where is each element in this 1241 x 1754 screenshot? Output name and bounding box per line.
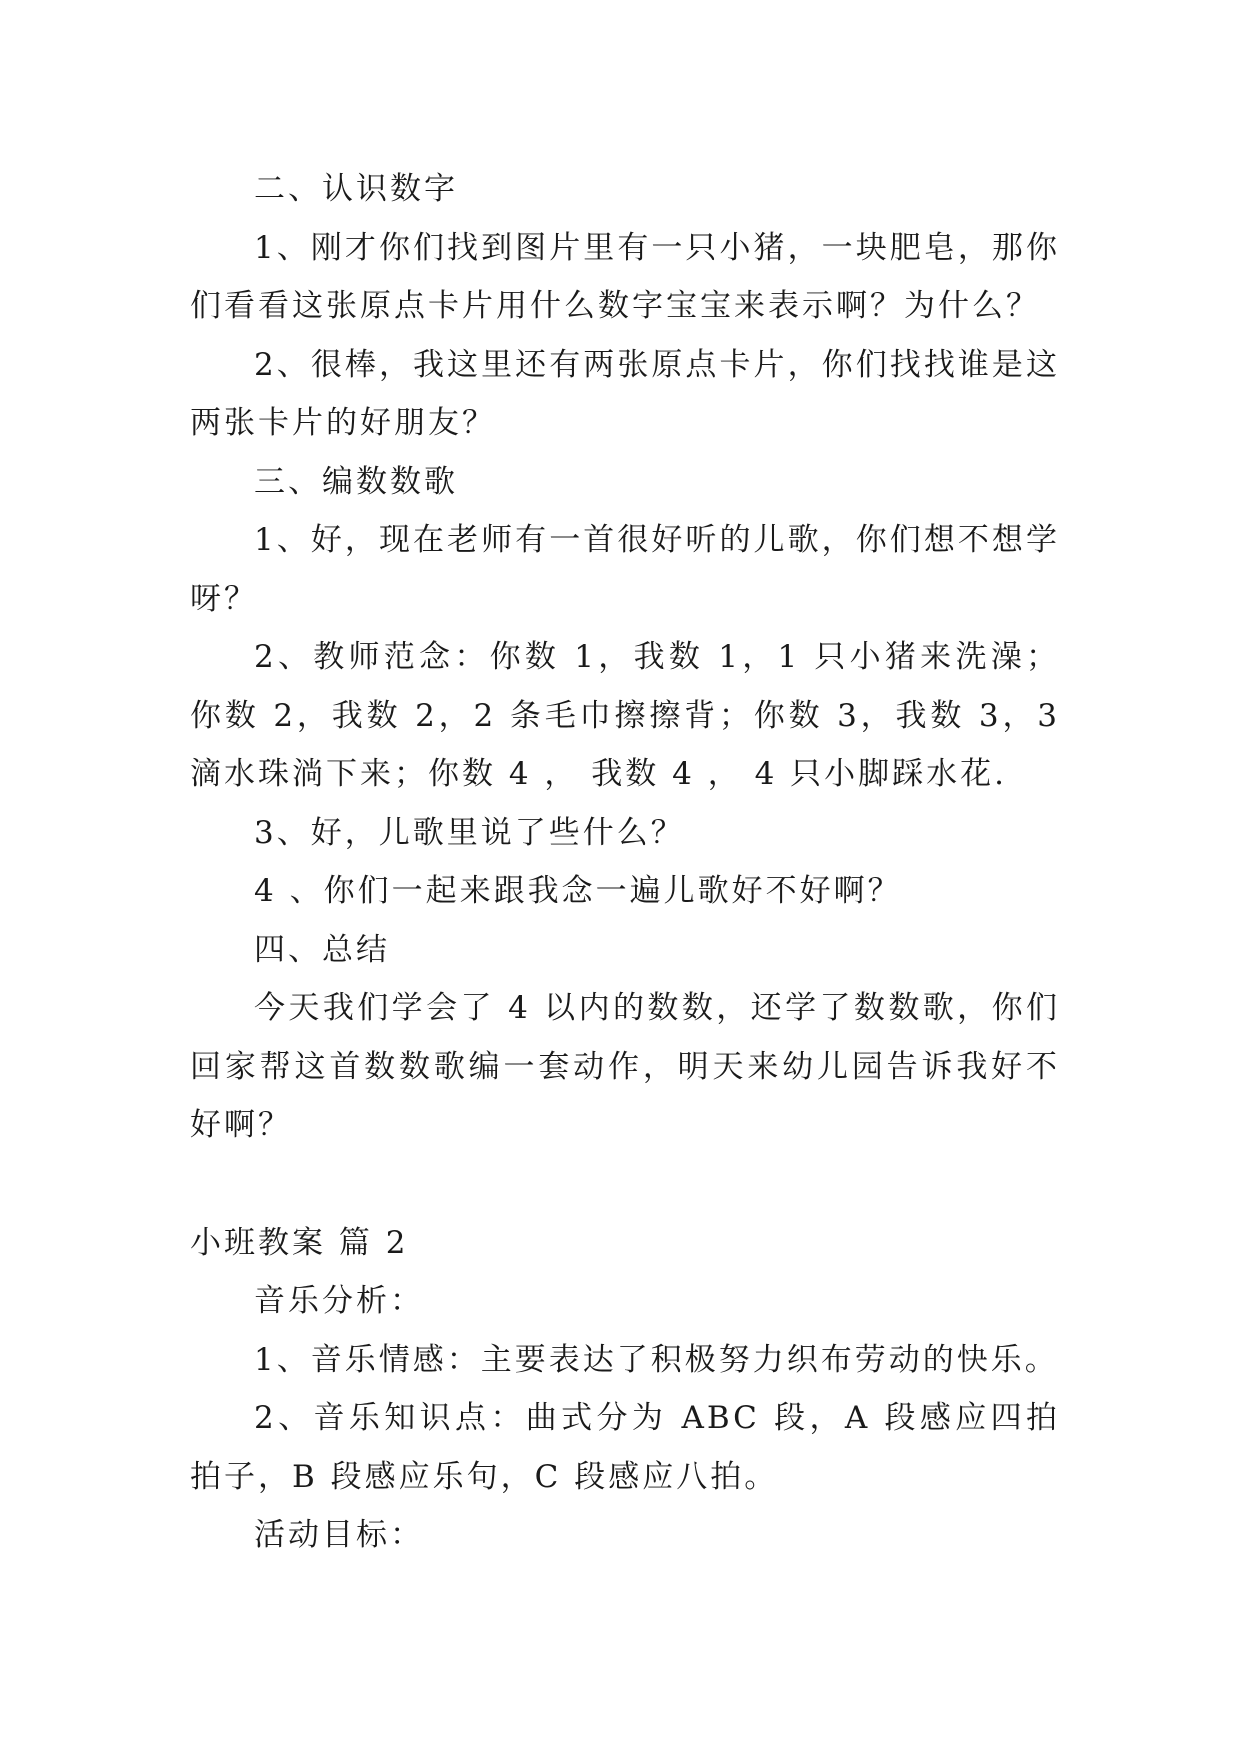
paragraph: 2、很棒，我这里还有两张原点卡片，你们找找谁是这两张卡片的好朋友？	[190, 346, 1060, 441]
heading-music-analysis: 音乐分析：	[254, 1283, 424, 1319]
heading-recognize-numbers: 二、认识数字	[254, 171, 458, 207]
heading-summary: 四、总结	[254, 931, 390, 968]
document-body	[190, 160, 1060, 1565]
heading-activity-goals: 活动目标：	[254, 1517, 424, 1553]
paragraph: 今天我们学会了 4 以内的数数，还学了数数歌，你们回家帮这首数数歌编一套动作，明天来幼儿园告诉我好不好啊？	[190, 990, 1060, 1143]
paragraph: 4 、你们一起来跟我念一遍儿歌好不好啊？	[254, 873, 902, 909]
paragraph: 1、好，现在老师有一首很好听的儿歌，你们想不想学呀？	[190, 522, 1060, 617]
paragraph: 3、好，儿歌里说了些什么？	[254, 814, 685, 851]
paragraph: 1、刚才你们找到图片里有一只小猪，一块肥皂，那你们看看这张原点卡片用什么数字宝宝来表示啊？为什么？	[190, 229, 1060, 324]
paragraph: 2、教师范念：你数 1，我数 1，1 只小猪来洗澡；你数 2，我数 2，2 条毛巾擦擦背；你数 3，我数 3，3 滴水珠淌下来；你数 4 ， 我数 4 ， 4 只小脚踩水花.	[190, 639, 1060, 792]
heading-counting-song: 三、编数数歌	[254, 463, 458, 500]
paragraph: 1、音乐情感：主要表达了积极努力织布劳动的快乐。	[254, 1341, 1059, 1378]
section-title: 小班教案 篇 2	[190, 1224, 409, 1261]
paragraph: 2、音乐知识点：曲式分为 ABC 段，A 段感应四拍拍子，B 段感应乐句，C 段感应八拍。	[190, 1400, 1060, 1495]
